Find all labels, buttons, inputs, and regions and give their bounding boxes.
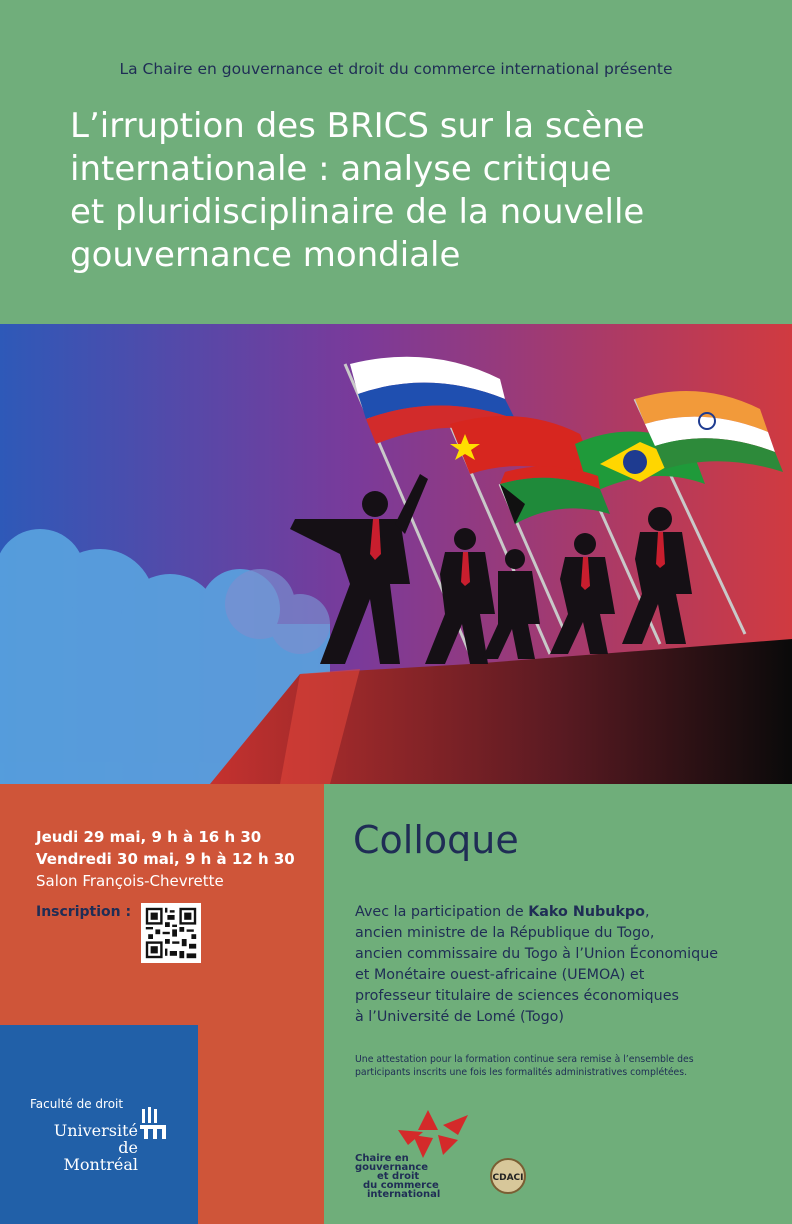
chaire-wordmark bbox=[355, 1154, 440, 1199]
faculty-label: Faculté de droit bbox=[30, 1097, 124, 1111]
udem-wordmark bbox=[48, 1122, 138, 1173]
chaire-line-1: Chaire en bbox=[355, 1153, 409, 1164]
event-title bbox=[70, 105, 770, 277]
cdaci-logo: CDACI bbox=[490, 1158, 526, 1194]
participation-line-5: à l’Université de Lomé (Togo) bbox=[355, 1009, 564, 1025]
qr-code[interactable] bbox=[141, 903, 201, 963]
udem-line-2: de Montréal bbox=[63, 1138, 138, 1174]
participation-line-3: et Monétaire ouest-africaine (UEMOA) et bbox=[355, 967, 645, 983]
event-schedule bbox=[36, 826, 295, 892]
participation-line-4: professeur titulaire de sciences économiques bbox=[355, 988, 679, 1004]
title-line-3: et pluridisciplinaire de la nouvelle bbox=[70, 192, 645, 232]
chaire-line-2: gouvernance bbox=[355, 1162, 429, 1173]
presenter-line: La Chaire en gouvernance et droit du commerce international présente bbox=[119, 60, 673, 78]
participation-text bbox=[355, 902, 718, 1028]
title-line-4: gouvernance mondiale bbox=[70, 235, 461, 275]
participation-line-1: ancien ministre de la République du Togo, bbox=[355, 925, 655, 941]
chaire-logo-icon bbox=[398, 1110, 488, 1160]
participation-comma: , bbox=[644, 904, 650, 920]
title-line-2: internationale : analyse critique bbox=[70, 149, 612, 189]
header-band bbox=[0, 0, 792, 324]
event-type-heading: Colloque bbox=[353, 818, 519, 862]
inscription-label: Inscription : bbox=[36, 904, 132, 920]
attestation-note bbox=[355, 1053, 694, 1079]
attestation-line-2: participants inscrits une fois les formalités administratives complétées. bbox=[355, 1067, 688, 1078]
qr-code-icon bbox=[141, 903, 201, 963]
participation-intro-line bbox=[355, 902, 718, 923]
title-line-1: L’irruption des BRICS sur la scène bbox=[70, 106, 645, 146]
speaker-name: Kako Nubukpo bbox=[528, 904, 645, 920]
event-location: Salon François-Chevrette bbox=[36, 872, 224, 890]
chaire-line-5: international bbox=[367, 1189, 441, 1200]
chaire-line-3: et droit bbox=[377, 1171, 420, 1182]
chaire-line-4: du commerce bbox=[363, 1180, 439, 1191]
hero-illustration bbox=[0, 324, 792, 784]
participation-line-2: ancien commissaire du Togo à l’Union Économique bbox=[355, 946, 719, 962]
date-line-1: Jeudi 29 mai, 9 h à 16 h 30 bbox=[36, 828, 262, 846]
attestation-line-1: Une attestation pour la formation continue sera remise à l’ensemble des bbox=[355, 1054, 694, 1065]
udem-logo-icon bbox=[140, 1107, 166, 1141]
date-line-2: Vendredi 30 mai, 9 h à 12 h 30 bbox=[36, 850, 295, 868]
participation-intro: Avec la participation de bbox=[355, 904, 529, 920]
udem-line-1: Université bbox=[53, 1121, 138, 1140]
